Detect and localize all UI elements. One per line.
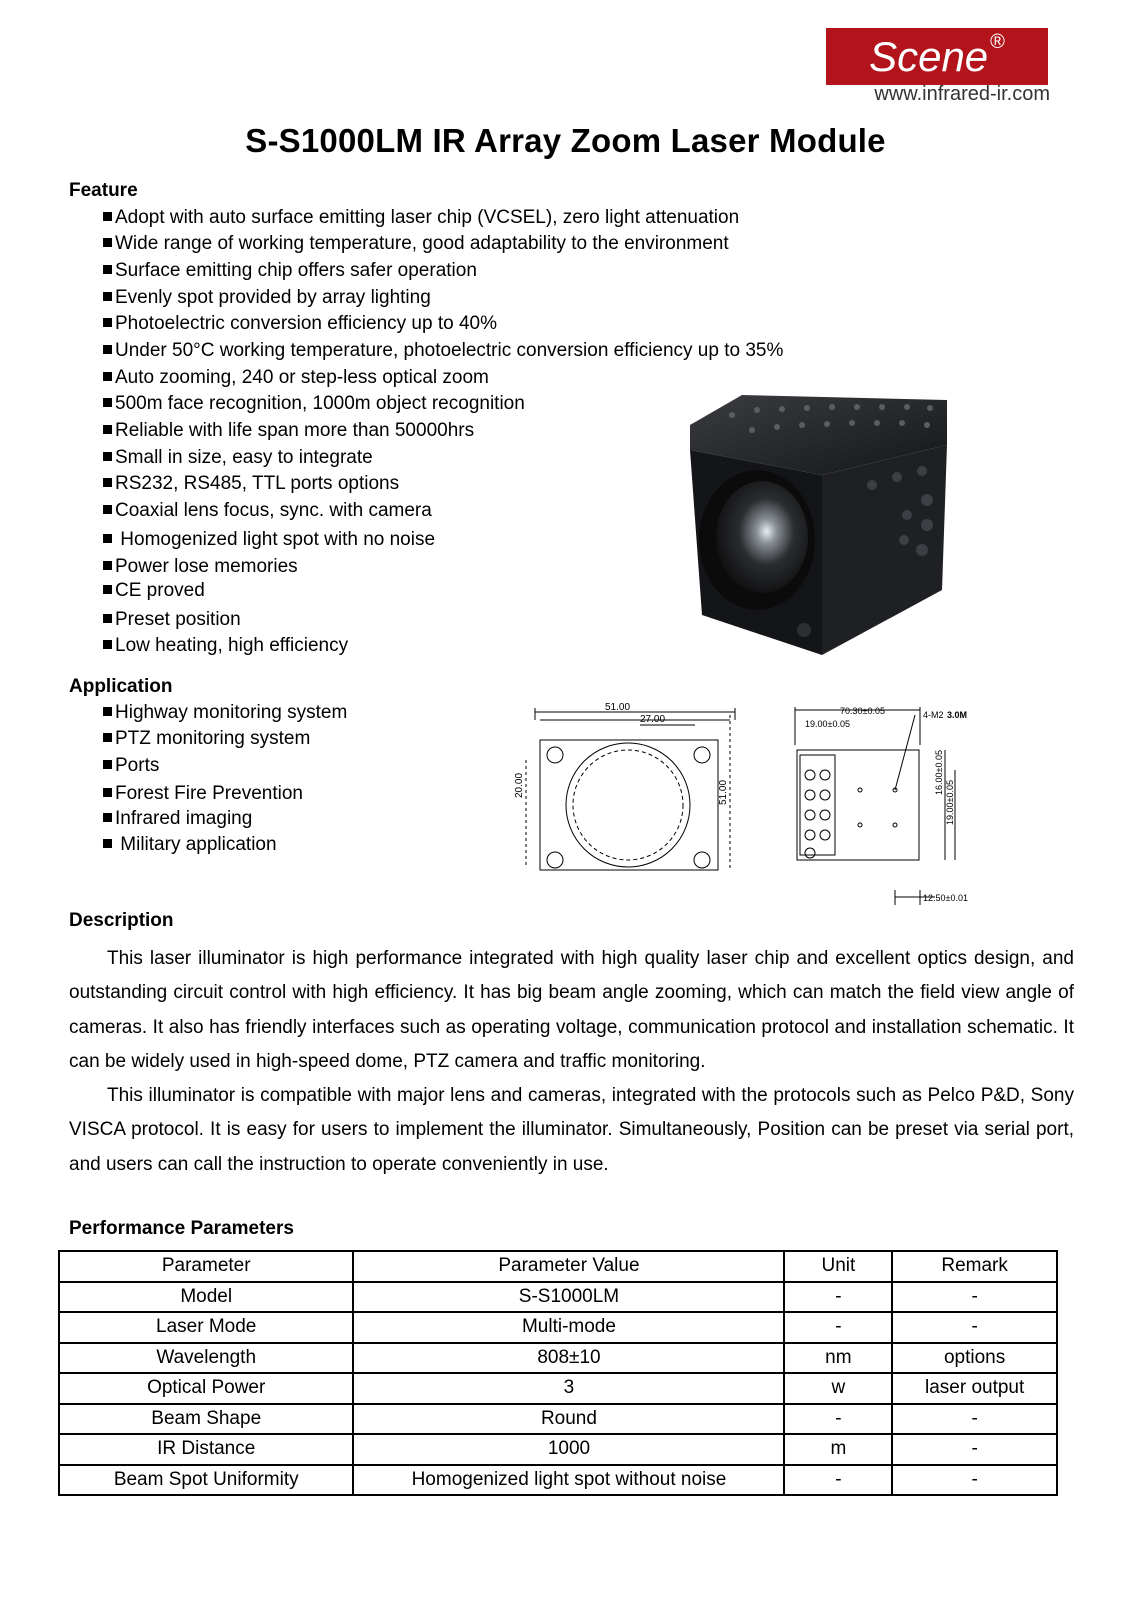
square-bullet-icon bbox=[103, 345, 112, 354]
performance-heading: Performance Parameters bbox=[69, 1218, 294, 1239]
square-bullet-icon bbox=[103, 733, 112, 742]
dim-h2: 19.00±0.05 bbox=[945, 780, 955, 825]
table-cell: nm bbox=[784, 1343, 892, 1374]
website-url: www.infrared-ir.com bbox=[874, 83, 1050, 105]
feature-item: Small in size, easy to integrate bbox=[103, 447, 373, 469]
table-cell: Homogenized light spot without noise bbox=[353, 1465, 784, 1496]
table-cell: S-S1000LM bbox=[353, 1282, 784, 1313]
dim-hole: 4-M2 bbox=[923, 710, 944, 720]
dim-length: 70.30±0.05 bbox=[840, 706, 885, 716]
table-cell: Beam Shape bbox=[59, 1404, 353, 1435]
table-cell: w bbox=[784, 1373, 892, 1404]
table-cell: Multi-mode bbox=[353, 1312, 784, 1343]
square-bullet-icon bbox=[103, 534, 112, 543]
table-cell: Optical Power bbox=[59, 1373, 353, 1404]
table-cell: - bbox=[784, 1312, 892, 1343]
square-bullet-icon bbox=[103, 839, 112, 848]
feature-item: Coaxial lens focus, sync. with camera bbox=[103, 500, 432, 522]
application-item: Forest Fire Prevention bbox=[103, 783, 303, 805]
feature-item: Surface emitting chip offers safer operation bbox=[103, 260, 477, 282]
feature-item: RS232, RS485, TTL ports options bbox=[103, 473, 399, 495]
square-bullet-icon bbox=[103, 372, 112, 381]
table-row bbox=[59, 1343, 1057, 1374]
feature-item: 500m face recognition, 1000m object recognition bbox=[103, 393, 525, 415]
dim-width-outer: 51.00 bbox=[605, 702, 631, 713]
application-heading: Application bbox=[69, 676, 173, 697]
square-bullet-icon bbox=[103, 452, 112, 461]
logo-brand: Scene bbox=[869, 33, 989, 80]
table-row bbox=[59, 1312, 1057, 1343]
application-item: PTZ monitoring system bbox=[103, 728, 310, 750]
column-header: Remark bbox=[892, 1251, 1057, 1282]
table-row bbox=[59, 1434, 1057, 1465]
table-row bbox=[59, 1465, 1057, 1496]
table-cell: - bbox=[892, 1404, 1057, 1435]
square-bullet-icon bbox=[103, 561, 112, 570]
table-cell: IR Distance bbox=[59, 1434, 353, 1465]
square-bullet-icon bbox=[103, 292, 112, 301]
dim-width-inner: 27.00 bbox=[640, 714, 666, 725]
square-bullet-icon bbox=[103, 238, 112, 247]
feature-heading: Feature bbox=[69, 180, 138, 201]
table-cell: laser output bbox=[892, 1373, 1057, 1404]
application-item: Military application bbox=[103, 834, 277, 856]
registered-mark: ® bbox=[990, 31, 1005, 53]
table-cell: 3 bbox=[353, 1373, 784, 1404]
table-cell: - bbox=[784, 1282, 892, 1313]
square-bullet-icon bbox=[103, 478, 112, 487]
feature-item: Power lose memories bbox=[103, 556, 298, 578]
table-cell: - bbox=[892, 1282, 1057, 1313]
square-bullet-icon bbox=[103, 760, 112, 769]
table-header-row bbox=[59, 1251, 1057, 1282]
table-cell: Beam Spot Uniformity bbox=[59, 1465, 353, 1496]
square-bullet-icon bbox=[103, 640, 112, 649]
dim-height-left: 20.00 bbox=[514, 772, 525, 798]
page-title: S-S1000LM IR Array Zoom Laser Module bbox=[245, 122, 886, 159]
square-bullet-icon bbox=[103, 212, 112, 221]
square-bullet-icon bbox=[103, 707, 112, 716]
square-bullet-icon bbox=[103, 505, 112, 514]
feature-item: Under 50°C working temperature, photoelectric conversion efficiency up to 35% bbox=[103, 340, 783, 362]
table-cell: Model bbox=[59, 1282, 353, 1313]
table-row bbox=[59, 1282, 1057, 1313]
square-bullet-icon bbox=[103, 425, 112, 434]
parameters-table bbox=[58, 1250, 1058, 1496]
table-cell: - bbox=[892, 1312, 1057, 1343]
feature-item: CE proved bbox=[103, 580, 205, 602]
feature-item: Adopt with auto surface emitting laser chip (VCSEL), zero light attenuation bbox=[103, 207, 739, 229]
feature-item: Reliable with life span more than 50000hrs bbox=[103, 420, 474, 442]
application-item: Infrared imaging bbox=[103, 808, 252, 830]
table-cell: 808±10 bbox=[353, 1343, 784, 1374]
description-heading: Description bbox=[69, 910, 174, 931]
table-cell: Laser Mode bbox=[59, 1312, 353, 1343]
square-bullet-icon bbox=[103, 585, 112, 594]
dim-hole-depth: 3.0M bbox=[947, 710, 968, 720]
table-cell: options bbox=[892, 1343, 1057, 1374]
laser-module-photo bbox=[672, 365, 1002, 695]
feature-item: Photoelectric conversion efficiency up to 40% bbox=[103, 313, 497, 335]
column-header: Unit bbox=[784, 1251, 892, 1282]
application-item: Ports bbox=[103, 755, 159, 777]
description-paragraph: This illuminator is compatible with major lens and cameras, integrated with the protocols such as Pelco P&D, Sony VISCA protocol. It is easy for users to implement the illuminator. Simultaneously, Position can be preset via serial port, and users can call the instruction to operate conveniently in use. bbox=[69, 1085, 1074, 1175]
description-paragraph: This laser illuminator is high performance integrated with high quality laser chip and excellent optics design, and outstanding circuit control with high efficiency. It has big beam angle zooming, which can match the field view angle of cameras. It also has friendly interfaces such as operating voltage, communication protocol and installation schematic. It can be widely used in high-speed dome, PTZ camera and traffic monitoring. bbox=[69, 948, 1074, 1072]
front-dimension-drawing bbox=[514, 700, 770, 900]
feature-item: Wide range of working temperature, good adaptability to the environment bbox=[103, 233, 729, 255]
square-bullet-icon bbox=[103, 398, 112, 407]
dim-height-right: 51.00 bbox=[718, 779, 729, 805]
square-bullet-icon bbox=[103, 265, 112, 274]
feature-item: Preset position bbox=[103, 609, 241, 631]
square-bullet-icon bbox=[103, 813, 112, 822]
table-cell: - bbox=[784, 1404, 892, 1435]
table-cell: Wavelength bbox=[59, 1343, 353, 1374]
table-row bbox=[59, 1373, 1057, 1404]
column-header: Parameter Value bbox=[353, 1251, 784, 1282]
table-cell: - bbox=[784, 1465, 892, 1496]
description-body bbox=[69, 942, 1074, 1182]
table-cell: 1000 bbox=[353, 1434, 784, 1465]
dim-h1: 16.00±0.05 bbox=[934, 750, 944, 795]
feature-item: Evenly spot provided by array lighting bbox=[103, 287, 431, 309]
application-item: Highway monitoring system bbox=[103, 702, 347, 724]
feature-item: Homogenized light spot with no noise bbox=[103, 529, 435, 551]
dim-offset: 19.00±0.05 bbox=[805, 719, 850, 729]
scene-logo bbox=[826, 28, 1048, 85]
square-bullet-icon bbox=[103, 788, 112, 797]
feature-item: Low heating, high efficiency bbox=[103, 635, 348, 657]
table-cell: m bbox=[784, 1434, 892, 1465]
side-dimension-drawing bbox=[795, 705, 1010, 925]
dim-bottom: 12.50±0.01 bbox=[923, 893, 968, 903]
table-cell: - bbox=[892, 1465, 1057, 1496]
column-header: Parameter bbox=[59, 1251, 353, 1282]
square-bullet-icon bbox=[103, 614, 112, 623]
table-row bbox=[59, 1404, 1057, 1435]
feature-item: Auto zooming, 240 or step-less optical zoom bbox=[103, 367, 489, 389]
square-bullet-icon bbox=[103, 318, 112, 327]
table-cell: Round bbox=[353, 1404, 784, 1435]
table-cell: - bbox=[892, 1434, 1057, 1465]
